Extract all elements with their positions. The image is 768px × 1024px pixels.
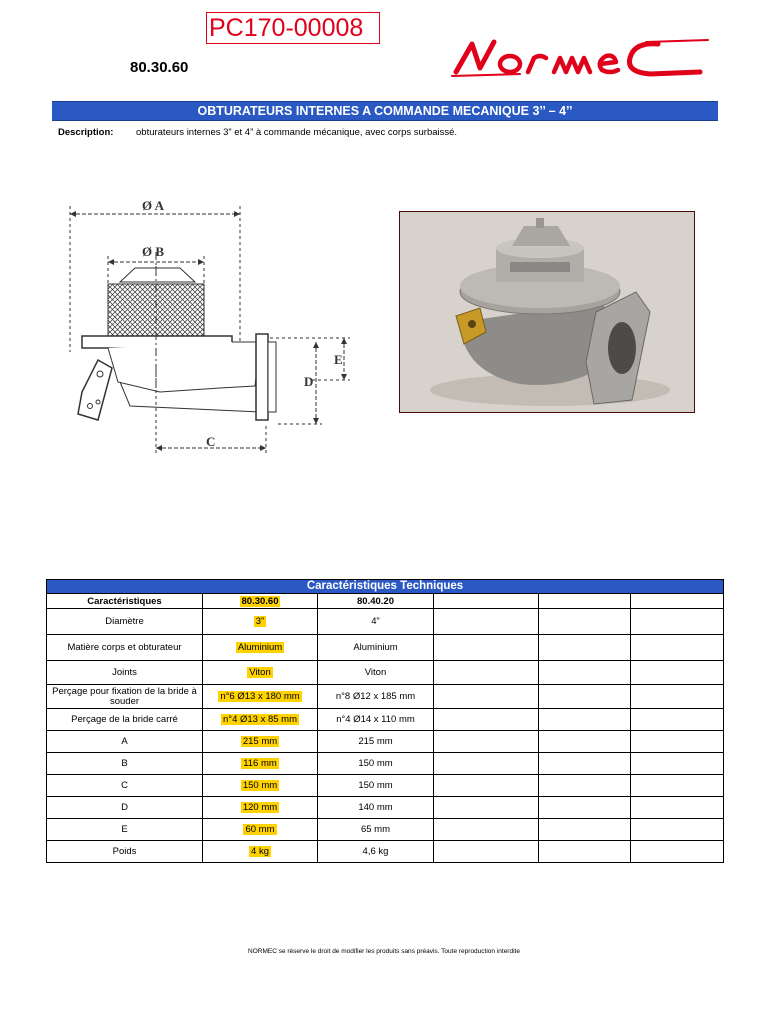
- empty-cell: [539, 797, 631, 819]
- header-characteristics: Caractéristiques: [47, 594, 203, 609]
- empty-cell: [434, 797, 539, 819]
- title-banner: OBTURATEURS INTERNES A COMMANDE MECANIQUE 3’’ – 4’’: [52, 101, 718, 121]
- row-value-80-30-60: 116 mm: [243, 758, 277, 769]
- empty-cell: [434, 635, 539, 661]
- row-label: Diamètre: [47, 609, 203, 635]
- empty-cell: [631, 609, 724, 635]
- empty-cell: [539, 609, 631, 635]
- table-row: [47, 797, 724, 819]
- empty-cell: [434, 685, 539, 709]
- empty-cell: [539, 661, 631, 685]
- label-dim-c: C: [206, 434, 216, 449]
- row-value-80-40-20: n°4 Ø14 x 110 mm: [318, 709, 434, 731]
- description-label: Description:: [58, 127, 114, 138]
- table-row: [47, 635, 724, 661]
- row-value-80-30-60: n°4 Ø13 x 85 mm: [222, 714, 298, 725]
- empty-cell: [434, 775, 539, 797]
- empty-cell: [434, 841, 539, 863]
- specs-table: [46, 579, 724, 863]
- header-model-2: 80.40.20: [318, 594, 434, 609]
- empty-cell: [631, 797, 724, 819]
- product-code: 80.30.60: [130, 59, 189, 76]
- header-empty-2: [539, 594, 631, 609]
- row-label: D: [47, 797, 203, 819]
- row-label: Joints: [47, 661, 203, 685]
- table-row: [47, 775, 724, 797]
- row-value-80-30-60: n°6 Ø13 x 180 mm: [220, 691, 300, 702]
- label-dim-a: Ø A: [142, 198, 165, 213]
- row-value-80-40-20: 65 mm: [318, 819, 434, 841]
- row-label: A: [47, 731, 203, 753]
- label-dim-e: E: [334, 352, 343, 367]
- table-title-row: [47, 580, 724, 594]
- label-dim-d: D: [304, 374, 314, 389]
- table-row: [47, 731, 724, 753]
- row-value-80-40-20: n°8 Ø12 x 185 mm: [318, 685, 434, 709]
- table-row: [47, 753, 724, 775]
- empty-cell: [631, 661, 724, 685]
- table-title: Caractéristiques Techniques: [47, 580, 724, 594]
- row-value-80-40-20: 140 mm: [318, 797, 434, 819]
- empty-cell: [434, 661, 539, 685]
- row-label: Matière corps et obturateur: [47, 635, 203, 661]
- table-row: [47, 685, 724, 709]
- normec-logo: [450, 36, 712, 80]
- row-value-80-40-20: 4”: [318, 609, 434, 635]
- row-value-80-30-60: 215 mm: [242, 736, 278, 747]
- empty-cell: [631, 819, 724, 841]
- empty-cell: [539, 819, 631, 841]
- table-row: [47, 661, 724, 685]
- reference-number-box: PC170-00008: [206, 12, 380, 44]
- row-value-80-40-20: 150 mm: [318, 753, 434, 775]
- empty-cell: [631, 635, 724, 661]
- empty-cell: [631, 709, 724, 731]
- empty-cell: [434, 819, 539, 841]
- row-value-80-40-20: Aluminium: [318, 635, 434, 661]
- row-value-80-40-20: 150 mm: [318, 775, 434, 797]
- empty-cell: [434, 731, 539, 753]
- header-empty-3: [631, 594, 724, 609]
- table-header-row: [47, 594, 724, 609]
- empty-cell: [434, 609, 539, 635]
- table-row: [47, 819, 724, 841]
- empty-cell: [631, 731, 724, 753]
- technical-drawing: [60, 192, 360, 462]
- empty-cell: [434, 709, 539, 731]
- header-empty-1: [434, 594, 539, 609]
- header-model-1: 80.30.60: [241, 595, 279, 607]
- table-row: [47, 709, 724, 731]
- empty-cell: [539, 685, 631, 709]
- row-value-80-40-20: 4,6 kg: [318, 841, 434, 863]
- empty-cell: [631, 753, 724, 775]
- empty-cell: [631, 685, 724, 709]
- table-row: [47, 841, 724, 863]
- empty-cell: [539, 635, 631, 661]
- row-value-80-30-60: 3”: [255, 616, 265, 627]
- row-value-80-30-60: 60 mm: [245, 824, 275, 835]
- table-row: [47, 609, 724, 635]
- row-value-80-30-60: Aluminium: [237, 642, 283, 653]
- empty-cell: [539, 841, 631, 863]
- footer-disclaimer: NORMEC se réserve le droit de modifier les produits sans préavis. Toute reproduction interdite: [248, 948, 520, 955]
- row-value-80-40-20: 215 mm: [318, 731, 434, 753]
- row-value-80-30-60: Viton: [249, 667, 271, 678]
- empty-cell: [631, 775, 724, 797]
- label-dim-b: Ø B: [142, 244, 165, 259]
- row-value-80-30-60: 150 mm: [242, 780, 278, 791]
- logo-text: NormeC: [450, 36, 454, 37]
- row-label: B: [47, 753, 203, 775]
- empty-cell: [539, 753, 631, 775]
- row-value-80-30-60: 4 kg: [251, 846, 269, 857]
- product-photo: [399, 211, 695, 413]
- empty-cell: [539, 709, 631, 731]
- empty-cell: [539, 731, 631, 753]
- row-label: Perçage pour fixation de la bride à souder: [47, 685, 203, 709]
- empty-cell: [434, 753, 539, 775]
- row-value-80-40-20: Viton: [318, 661, 434, 685]
- row-label: Perçage de la bride carré: [47, 709, 203, 731]
- row-label: C: [47, 775, 203, 797]
- row-label: E: [47, 819, 203, 841]
- row-value-80-30-60: 120 mm: [242, 802, 278, 813]
- description-text: obturateurs internes 3” et 4” à commande mécanique, avec corps surbaissé.: [136, 127, 458, 138]
- empty-cell: [539, 775, 631, 797]
- empty-cell: [631, 841, 724, 863]
- row-label: Poids: [47, 841, 203, 863]
